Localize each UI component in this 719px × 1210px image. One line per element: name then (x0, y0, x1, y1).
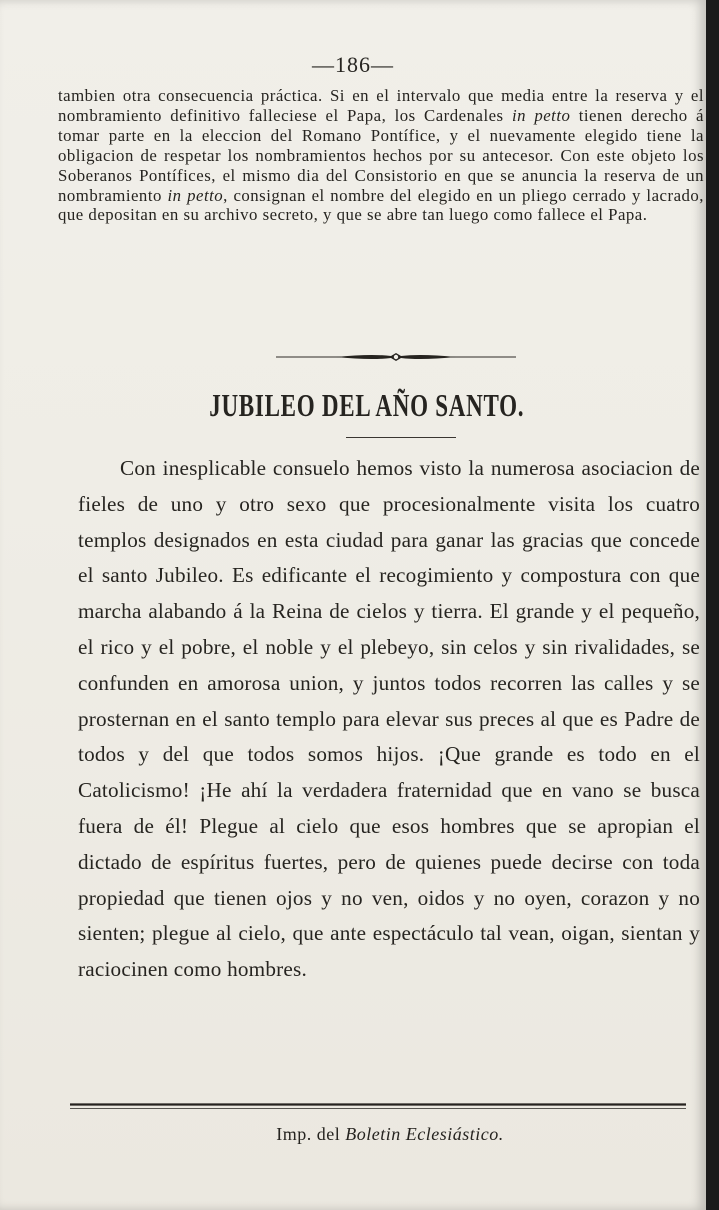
ornamental-divider (276, 351, 516, 363)
upper-italic-2: in petto (167, 185, 224, 205)
upper-text-part-3: , consignan el nombre del elegido en un pliego cerrado y lacrado, que depositan en su archivo secreto, y que se abre tan luego como fallece el Papa. (58, 185, 704, 225)
upper-paragraph (58, 86, 704, 225)
printer-imprint (37, 1124, 719, 1145)
upper-text-part-1: tambien otra consecuencia práctica. Si en el intervalo que media entre la reserva y el nombramiento definitivo falleciese el Papa, los Cardenales (58, 86, 704, 125)
main-paragraph-text: Con inesplicable consuelo hemos visto la numerosa asociacion de fieles de uno y otro sexo que procesionalmente visita los cuatro templos designados en esta ciudad para ganar las gracias que concede el santo Jubileo. Es edificante el recogimiento y compostura con que marcha alabando á la Reina de cielos y tierra. El grande y el pequeño, el rico y el pobre, el noble y el plebeyo, sin celos y sin rivalidades, se confunden en amorosa union, y juntos todos recorren las calles y se prosternan en el santo templo para elevar sus preces al que es Padre de todos y del que todos somos hijos. ¡Que grande es todo en el Catolicismo! ¡He ahí la verdadera fraternidad que en vano se busca fuera de él! Plegue al cielo que esos hombres que se apropian el dictado de espíritus fuertes, pero de quienes puede decirse con toda propiedad que tienen ojos y no ven, oidos y no oyen, corazon y no sienten; plegue al cielo, que ante espectáculo tal vean, oigan, sientan y raciocinen como hombres. (78, 456, 700, 982)
upper-italic-1: in petto (511, 105, 571, 125)
imprint-publication: Boletin Eclesiástico. (345, 1124, 504, 1144)
main-paragraph (78, 451, 700, 988)
upper-text-part-2: tienen derecho á tomar parte en la eleccion del Romano Pontífice, y el nuevamente elegido tiene la obligacion de respetar los nombramientos hechos por su antecesor. Con este objeto los Soberanos Pontífices, el mismo dia del Consistorio en que se anuncia la reserva de un nombramiento (58, 105, 704, 205)
footer-double-rule (70, 1103, 686, 1110)
page-number: —186— (312, 52, 394, 77)
section-heading: JUBILEO DEL AÑO SANTO. (209, 387, 525, 423)
heading-underline (346, 437, 456, 438)
imprint-prefix: Imp. del (276, 1124, 346, 1144)
